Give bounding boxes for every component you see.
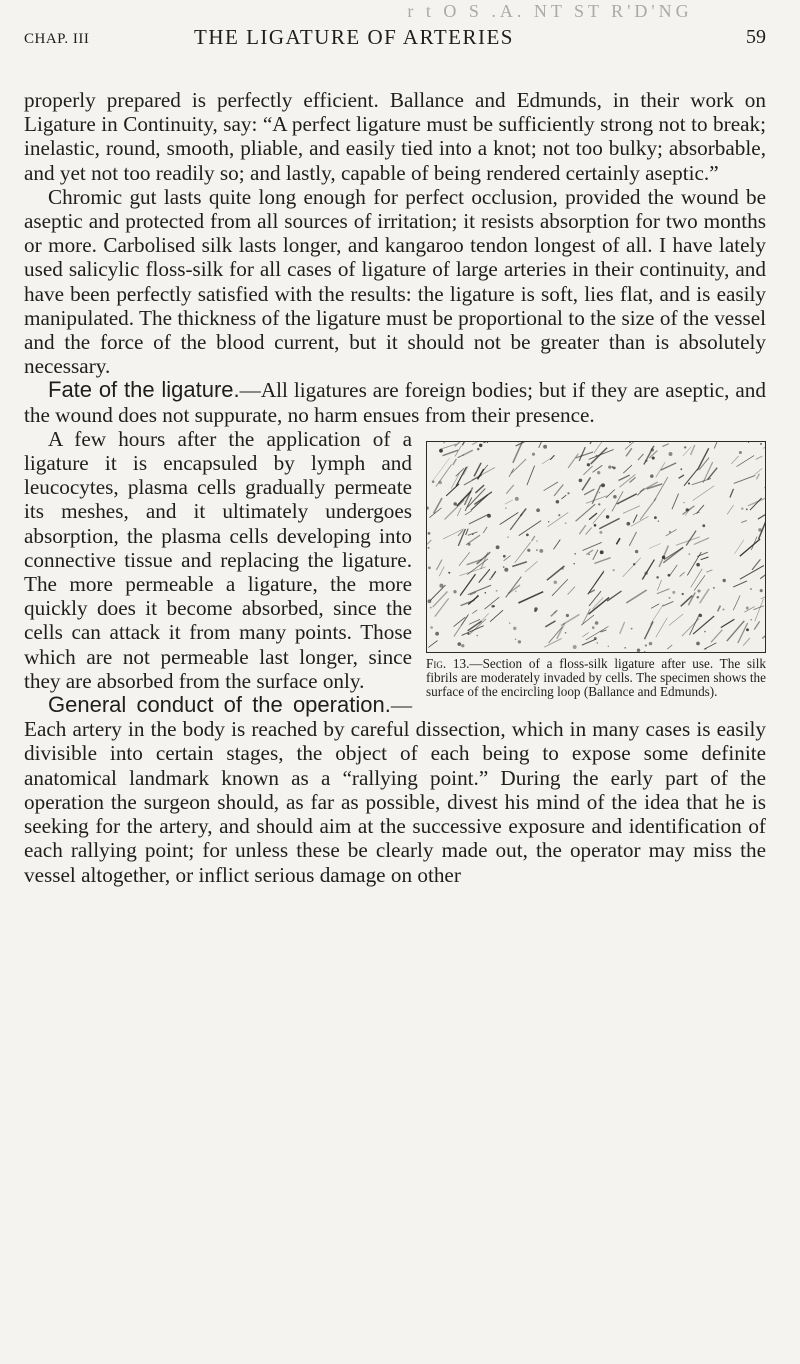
paragraph-1: properly prepared is perfectly efficient. Ballance and Edmunds, in their work on Ligature in Continuity, say: “A perfect ligature must be sufficiently strong not to break; inelastic, round, smooth, pliable, and easily tied into a knot; not too bulky; absorbable, and yet not too readily so; and lastly, capable of being rendered certainly aseptic.” [24, 88, 766, 185]
running-head [24, 22, 766, 52]
figure-13 [426, 441, 766, 699]
paragraph-5 [24, 693, 766, 887]
section-heading-general-conduct: General conduct of the operation. [48, 692, 391, 718]
paragraph-2: Chromic gut lasts quite long enough for perfect occlusion, provided the wound be aseptic and protected from all sources of irritation; it resists absorption for two months or more. Carbolised silk lasts longer, and kangaroo tendon longest of all. I have lately used salicylic floss-silk for all cases of ligature of large arteries in their continuity, and have been perfectly satisfied with the results: the ligature is soft, lies flat, and is easily manipulated. The thickness of the ligature must be proportional to the size of the vessel and the force of the blood current, but it should not be greater than is absolutely necessary. [24, 184, 766, 379]
paragraph-5-text: —Each artery in the body is reached by careful dissection, which in many cases is easily divisible into certain stages, the object of each being to expose some definite anatomical landmark known as a “rallying point.” During the early part of the operation the surgeon should, as far as possible, divest his mind of the idea that he is seeking for the artery, and should aim at the successive exposure and identification of each rallying point; for unless these be clearly made out, the operator may miss the vessel altogether, or inflict serious damage on other [24, 693, 766, 887]
paragraph-3 [24, 378, 766, 426]
chapter-label: CHAP. III [24, 31, 90, 47]
microscope-section-illustration [426, 441, 766, 653]
paragraph-3-text: —All ligatures are foreign bodies; but if they are aseptic, and the wound does not suppurate, no harm ensues from their presence. [24, 378, 766, 427]
figure-label: Fig. 13. [426, 655, 470, 671]
bleed-through-text: r t O S .A. NT ST R'D'NG [407, 1, 693, 21]
floss-silk-section-drawing [427, 442, 765, 652]
figure-caption-text: —Section of a floss-silk ligature after use. The silk fibrils are moderately invaded by cells. The specimen shows the surface of the encircling loop (Ballance and Edmunds). [426, 655, 766, 699]
body-text [24, 88, 766, 887]
figure-caption [426, 657, 766, 699]
paragraph-4: A few hours after the application of a ligature it is encapsuled by lymph and leucocytes, plasma cells gradually permeate its meshes, and it ultimately undergoes absorption, the plasma cells developing into connective tissue and replacing the ligature. The more permeable a ligature, the more quickly does it become absorbed, since the cells can attack it from many points. Those which are not permeable last longer, since they are absorbed from the surface only. [24, 426, 412, 693]
fibril-hatching [427, 442, 765, 652]
section-heading-fate: Fate of the ligature. [48, 377, 240, 403]
page-number: 59 [746, 26, 766, 48]
page-title: THE LIGATURE OF ARTERIES [194, 25, 514, 49]
